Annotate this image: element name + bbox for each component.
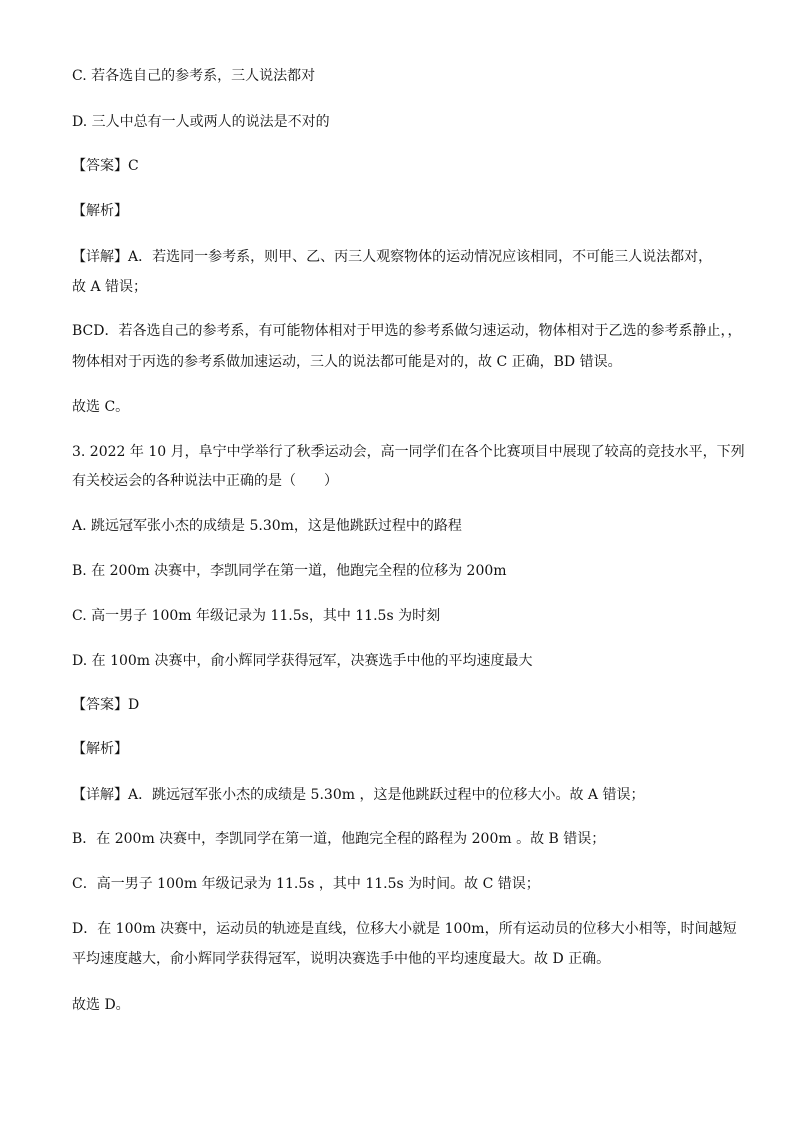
q2-detail-line-1: 【详解】A．若选同一参考系，则甲、乙、丙三人观察物体的运动情况应该相同，不可能三人说法都对， bbox=[72, 249, 713, 265]
q3-detail-b: B．在 200m 决赛中，李凯同学在第一道，他跑完全程的路程为 200m 。故 B 错误； bbox=[72, 831, 606, 847]
q3-detail-c: C．高一男子 100m 年级记录为 11.5s ，其中 11.5s 为时间。故 C 错误； bbox=[72, 876, 540, 892]
q2-answer: 【答案】C bbox=[72, 158, 139, 174]
q2-option-c: C. 若各选自己的参考系，三人说法都对 bbox=[72, 68, 316, 84]
q3-detail-a: 【详解】A．跳远冠军张小杰的成绩是 5.30m ，这是他跳跃过程中的位移大小。故 A 错误； bbox=[72, 787, 645, 803]
q3-stem-line-2: 有关校运会的各种说法中正确的是（ ） bbox=[72, 473, 338, 489]
q3-stem-line-1: 3. 2022 年 10 月，阜宁中学举行了秋季运动会，高一同学们在各个比赛项目中展现了较高的竞技水平，下列 bbox=[72, 444, 745, 460]
q3-option-b: B. 在 200m 决赛中，李凯同学在第一道，他跑完全程的位移为 200m bbox=[72, 563, 507, 579]
q2-detail-line-4: 物体相对于丙选的参考系做加速运动，三人的说法都可能是对的，故 C 正确，BD 错误。 bbox=[72, 354, 622, 370]
q3-option-a: A. 跳远冠军张小杰的成绩是 5.30m，这是他跳跃过程中的路程 bbox=[72, 518, 462, 534]
q2-detail-line-3: BCD．若各选自己的参考系，有可能物体相对于甲选的参考系做匀速运动，物体相对于乙选的参考系静止，， bbox=[72, 323, 742, 339]
q3-analysis-label: 【解析】 bbox=[72, 741, 128, 757]
q2-analysis-label: 【解析】 bbox=[72, 203, 128, 219]
q2-conclusion: 故选 C。 bbox=[72, 399, 130, 415]
q2-detail-line-2: 故 A 错误； bbox=[72, 279, 148, 295]
q3-detail-d-line-1: D．在 100m 决赛中，运动员的轨迹是直线，位移大小就是 100m，所有运动员的位移大小相等，时间越短 bbox=[72, 921, 737, 937]
q3-option-c: C. 高一男子 100m 年级记录为 11.5s，其中 11.5s 为时刻 bbox=[72, 608, 441, 624]
q2-option-d: D. 三人中总有一人或两人的说法是不对的 bbox=[72, 114, 330, 130]
q3-option-d: D. 在 100m 决赛中，俞小辉同学获得冠军，决赛选手中他的平均速度最大 bbox=[72, 653, 533, 669]
q3-detail-d-line-2: 平均速度越大，俞小辉同学获得冠军，说明决赛选手中他的平均速度最大。故 D 正确。 bbox=[72, 951, 611, 967]
q3-conclusion: 故选 D。 bbox=[72, 997, 130, 1013]
q3-answer: 【答案】D bbox=[72, 697, 140, 713]
